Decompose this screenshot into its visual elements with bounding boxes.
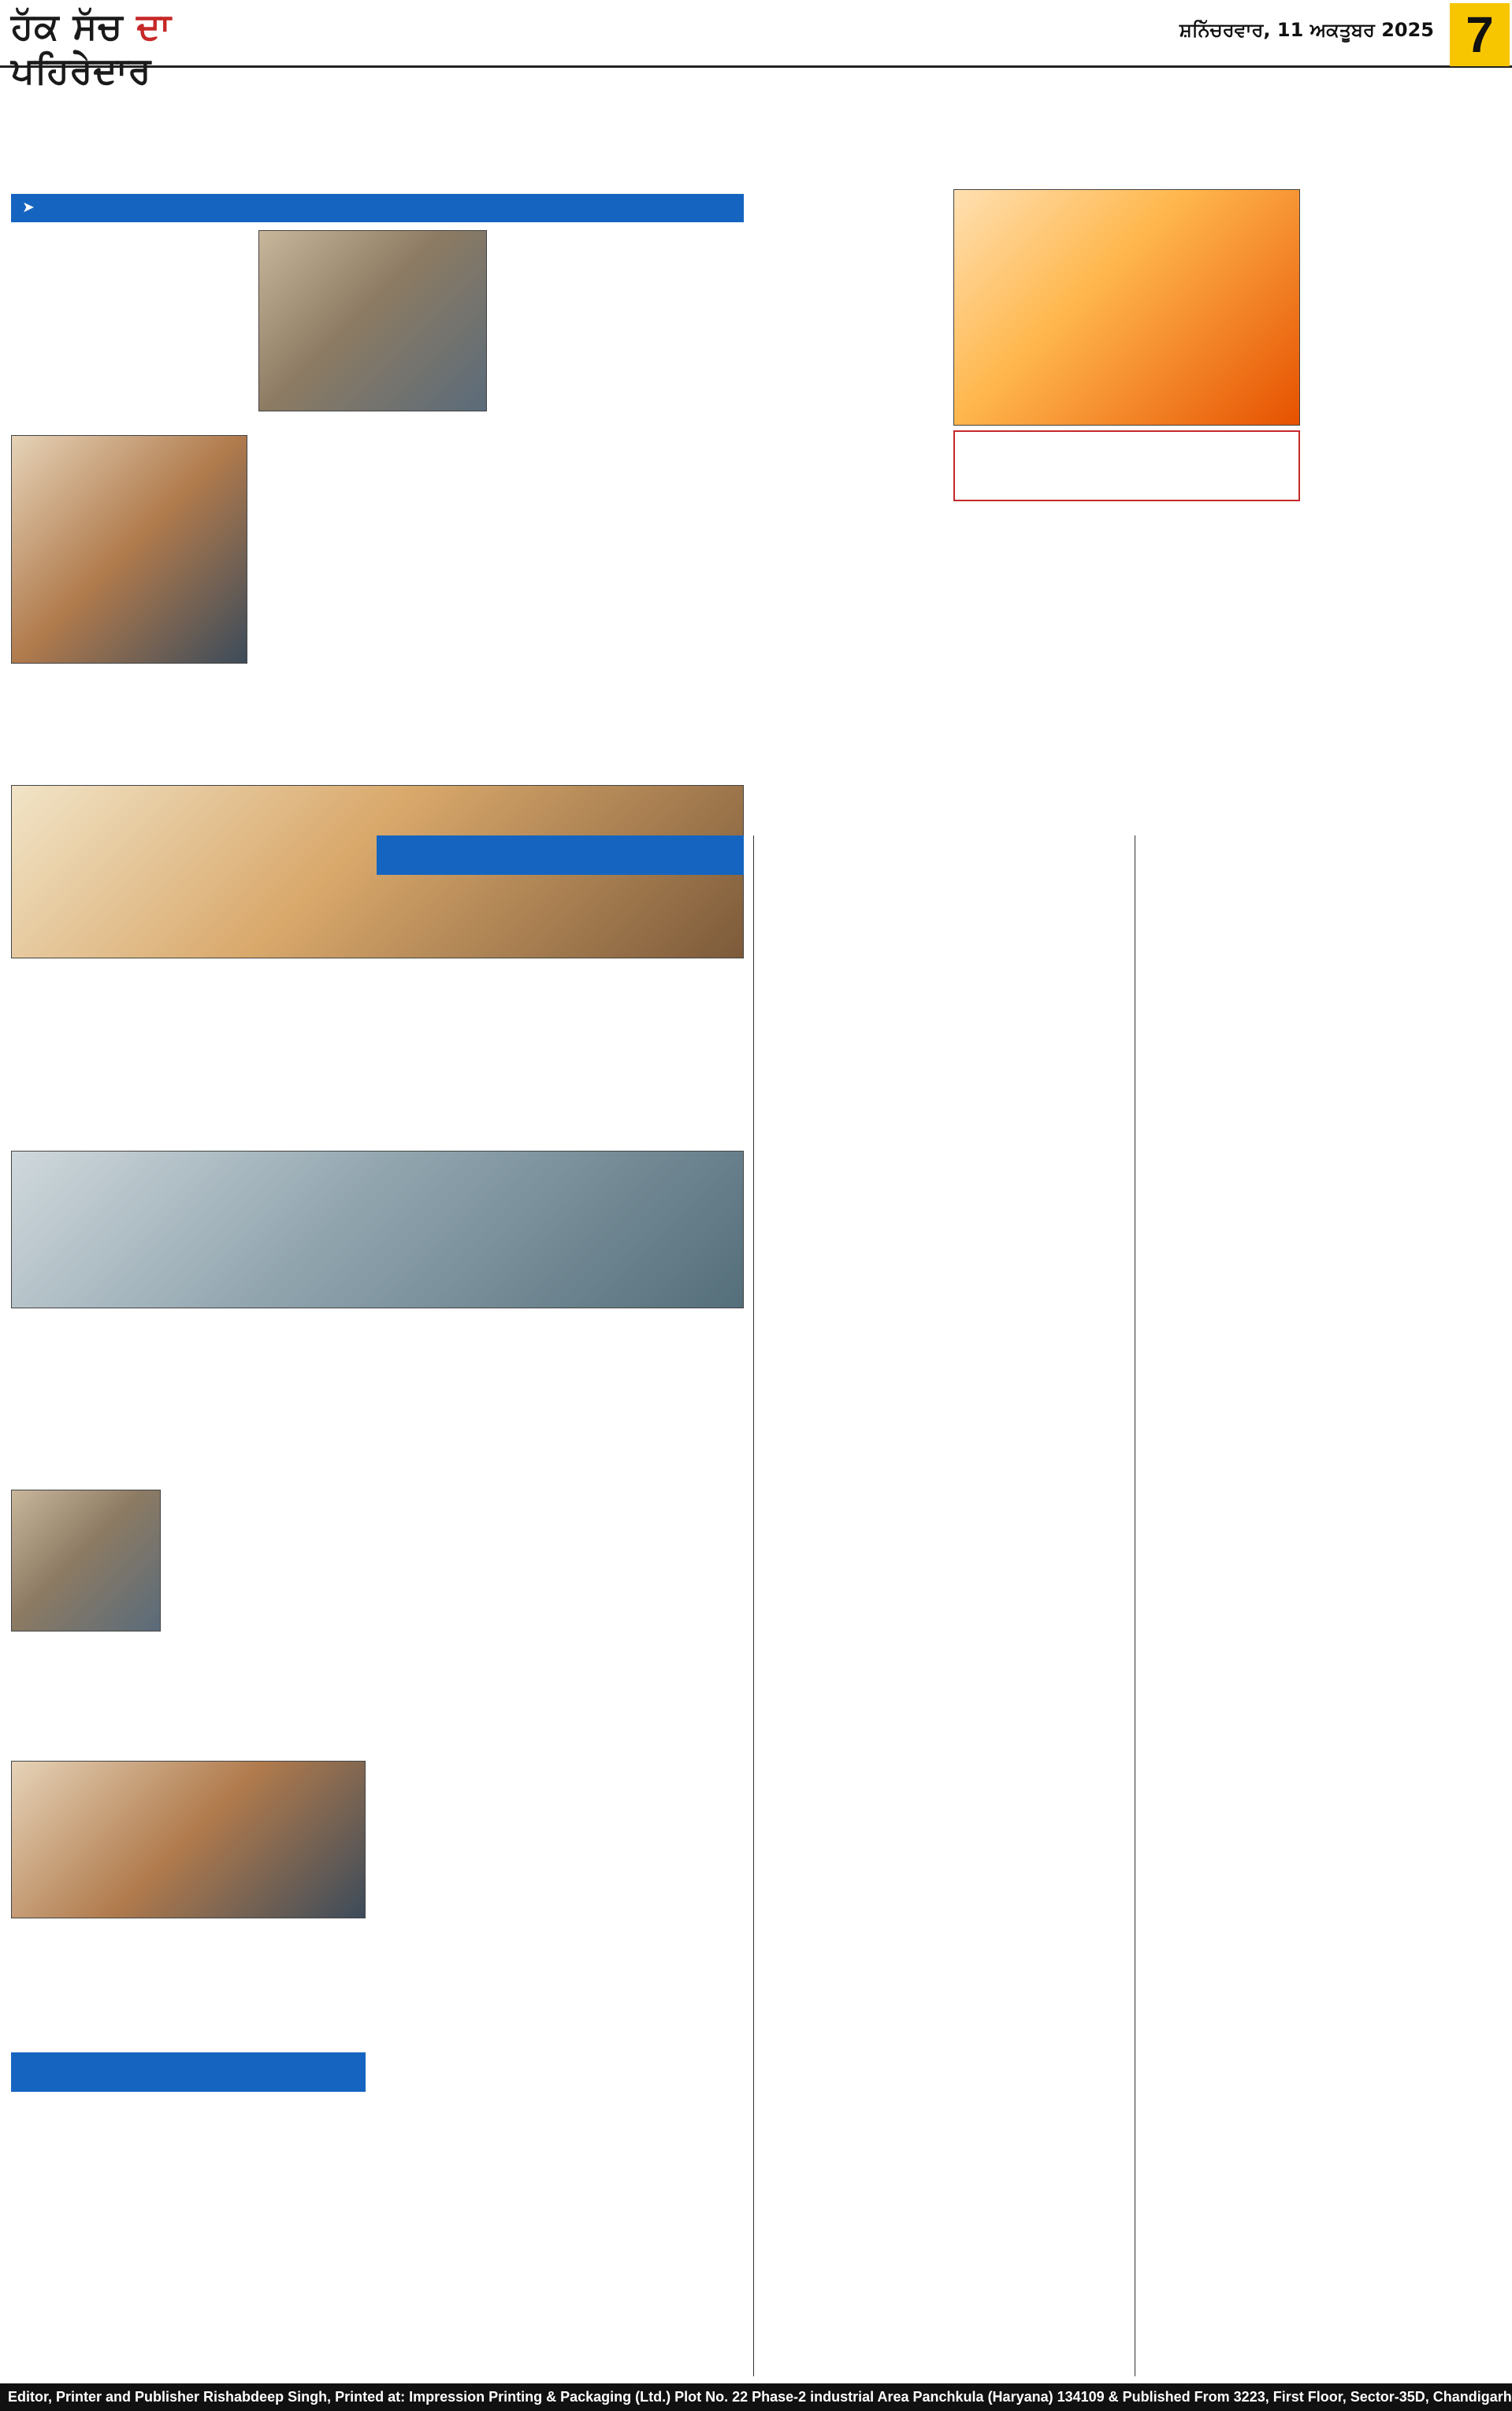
- logo-text-2: ਦਾ: [136, 5, 172, 47]
- issue-date: ਸ਼ਨਿੱਚਰਵਾਰ, 11 ਅਕਤੂਬਰ 2025: [1179, 19, 1434, 41]
- rmid-t3: [763, 1543, 1125, 1568]
- lead-right-photo-caption: [953, 430, 1300, 501]
- lead-right-col1: [755, 189, 944, 835]
- mid-b3: [377, 1341, 744, 1546]
- mid-t6: [377, 2016, 744, 2041]
- lead-left-headline: [11, 79, 744, 181]
- rmid-b5: [763, 2185, 1125, 2376]
- right-b4: [1144, 2182, 1503, 2376]
- logo-text-3: ਪਹਿਰੇਦਾਰ: [11, 49, 152, 91]
- logo-text-1: ਹੱਕ ਸੱਚ: [11, 5, 137, 47]
- rmid-t4: [763, 1893, 1125, 1918]
- rmid-b3: [763, 1572, 1125, 1887]
- lead-right-headline: [764, 79, 1501, 181]
- mid-t2: [377, 1097, 744, 1122]
- mid-t1: [377, 881, 744, 906]
- continued-box-left: [11, 2052, 366, 2092]
- mid-t3: [377, 1313, 744, 1338]
- right-b2: [1144, 1452, 1503, 1783]
- mid-t4: [377, 1553, 744, 1578]
- rmid-b4: [763, 1922, 1125, 2150]
- story3-title: [11, 729, 744, 776]
- story6-photo: [11, 1761, 366, 1918]
- right-t2: [1144, 1423, 1503, 1449]
- lead-right-col3: [1128, 508, 1300, 839]
- story5-portrait: [11, 1490, 161, 1632]
- mid-b6: [377, 2045, 744, 2376]
- lead-left-col3: [498, 230, 744, 719]
- right-t3: [1144, 1789, 1503, 1814]
- imprint-footer: Editor, Printer and Publisher Rishabdeep Singh, Printed at: Impression Printing & Packaging (Ltd.) Plot No. 22 Phase-2 industrial Area Panchkula (Haryana) 134109 & Published From 3223, First Floor, Sector-35D, Chandigarh: [0, 2383, 1512, 2411]
- column-rule: [753, 835, 754, 2376]
- right-t1: [1144, 1264, 1503, 1289]
- lead-left-col1: [11, 230, 247, 423]
- lead-right-col2: [953, 508, 1119, 839]
- rmid-b0: [763, 845, 1125, 1026]
- lead-right-photo: [953, 189, 1300, 426]
- mid-b2: [377, 1126, 744, 1307]
- mid-b1: [377, 910, 744, 1091]
- rmid-t5: [763, 2156, 1125, 2182]
- lead-right-col4: [1310, 189, 1503, 820]
- logo-tagline: [197, 6, 244, 17]
- lead-left-strap: [11, 194, 744, 222]
- right-t4: [1144, 2153, 1503, 2178]
- arrow-icon: ➤: [22, 199, 35, 216]
- lead-left-col2: [258, 418, 487, 717]
- mid-b4: [377, 1581, 744, 1754]
- rmid-b2: [763, 1293, 1125, 1537]
- story-left-photo: [11, 435, 247, 664]
- right-b3: [1144, 1818, 1503, 2149]
- masthead: [0, 0, 1512, 91]
- page-number: 7: [1450, 3, 1510, 66]
- lead-left-photo: [258, 230, 487, 411]
- story2-title: [11, 670, 247, 717]
- mid-t5: [377, 1761, 744, 1786]
- continued-box-mid: [377, 835, 744, 875]
- mid-b5: [377, 1789, 744, 2010]
- story2-body: [11, 2100, 366, 2376]
- story6-body: [11, 1925, 366, 2043]
- rmid-t1: [763, 1032, 1125, 1058]
- rmid-t2: [763, 1264, 1125, 1289]
